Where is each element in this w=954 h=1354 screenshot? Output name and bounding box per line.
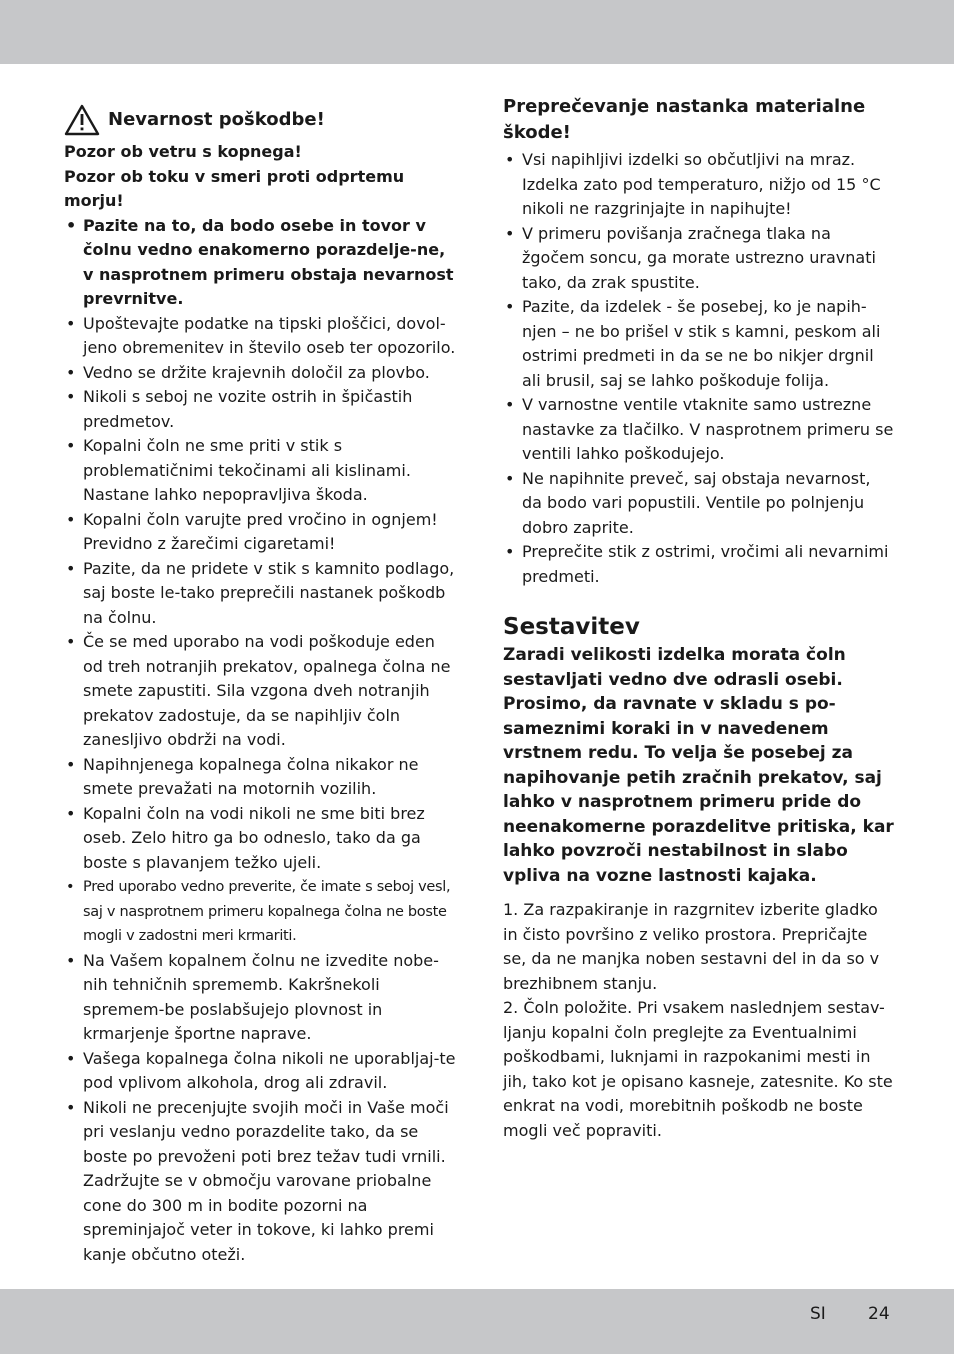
header-bar — [0, 0, 954, 64]
list-item: • V primeru povišanja zračnega tlaka na žgočem soncu, ga morate ustrezno uravnati tako, da zrak spustite. — [503, 222, 895, 296]
list-item: • Upoštevajte podatke na tipski ploščici, dovol-jeno obremenitev in število oseb ter opozorilo. — [64, 312, 456, 361]
left-column — [64, 104, 456, 1267]
subheading: Preprečevanje nastanka materialne škode! — [503, 96, 866, 143]
step: 2. Čoln položite. Pri vsakem naslednjem sestav-ljanju kopalni čoln preglejte za Eventualnimi poškodbami, luknjami in razpokanimi mesti in jih, tako kot je opisano kasneje, zatesnite. Ko ste enkrat na vodi, morebitnih poškodb ne boste mogli več popraviti. — [503, 998, 893, 1140]
right-column — [503, 94, 895, 1143]
list-item: • Če se med uporabo na vodi poškoduje eden od treh notranjih prekatov, opalnega čolna ne smete zapustiti. Sila vzgona dveh notranjih prekatov zadostuje, da se napihljiv čoln zanesljivo obdrži na vodi. — [64, 630, 456, 753]
list-item: • Kopalni čoln ne sme priti v stik s problematičnimi tekočinami ali kislinami. Nastane lahko nepopravljiva škoda. — [64, 434, 456, 508]
list-item: • Vašega kopalnega čolna nikoli ne uporabljaj-te pod vplivom alkohola, drog ali zdravil. — [64, 1047, 456, 1096]
page-number: 24 — [868, 1304, 890, 1324]
list-item: • V varnostne ventile vtaknite samo ustrezne nastavke za tlačilko. V nasprotnem primeru se ventili lahko poškodujejo. — [503, 393, 895, 467]
safety-list — [64, 214, 456, 1268]
footer-language: SI — [810, 1304, 826, 1324]
list-item: • Pazite, da izdelek - še posebej, ko je napih-njen – ne bo prišel v stik s kamni, peskom ali ostrimi predmeti in da se ne bo nikjer drgnil ali brusil, saj se lahko poškoduje folija. — [503, 295, 895, 393]
list-item: • Ne napihnite preveč, saj obstaja nevarnost, da bodo vari popustili. Ventile po polnjenju dobro zaprite. — [503, 467, 895, 541]
list-item: • Nikoli s seboj ne vozite ostrih in špičastih predmetov. — [64, 385, 456, 434]
warning-heading — [64, 104, 456, 136]
list-item: • Napihnjenega kopalnega čolna nikakor ne smete prevažati na motornih vozilih. — [64, 753, 456, 802]
list-item: • Pred uporabo vedno preverite, če imate s seboj vesl, saj v nasprotnem primeru kopalnega čolna ne boste mogli v zadostni meri krmariti. — [64, 875, 456, 949]
warning-triangle-icon — [64, 104, 100, 136]
list-item: • Nikoli ne precenjujte svojih moči in Vaše moči pri veslanju vedno porazdelite tako, da se boste po prevoženi poti brez težav tudi vrnili. Zadržujte se v območju varovane priobalne cone do 300 m in bodite pozorni na spreminjajoč veter in tokove, ki lahko premi kanje občutno oteži. — [64, 1096, 456, 1268]
section-intro: Zaradi velikosti izdelka morata čoln sestavljati vedno dve odrasli osebi. Prosimo, da ravnate v skladu s po-sameznimi koraki in v navedenem vrstnem redu. To velja še posebej za napihovanje petih zračnih prekatov, saj lahko v nasprotnem primeru pride do neenakomerne porazdelitve pritiska, kar lahko povzroči nestabilnost in slabo vpliva na vozne lastnosti kajaka. — [503, 645, 894, 886]
warning-title: Nevarnost poškodbe! — [108, 108, 325, 130]
list-item: • Pazite, da ne pridete v stik s kamnito podlago, saj boste le-tako preprečili nastanek poškodb na čolnu. — [64, 557, 456, 631]
list-item: • Kopalni čoln varujte pred vročino in ognjem! Previdno z žarečimi cigaretami! — [64, 508, 456, 557]
list-item: • Na Vašem kopalnem čolnu ne izvedite nobe-nih tehničnih sprememb. Kakršnekoli spremem-be poslabšujejo plovnost in krmarjenje športne naprave. — [64, 949, 456, 1047]
damage-prevention-list — [503, 148, 895, 589]
list-item: • Vsi napihljivi izdelki so občutljivi na mraz. Izdelka zato pod temperaturo, nižjo od 15 °C nikoli ne razgrinjajte in napihujte! — [503, 148, 895, 222]
list-item: • Vedno se držite krajevnih določil za plovbo. — [64, 361, 456, 386]
list-item: • Preprečite stik z ostrimi, vročimi ali nevarnimi predmeti. — [503, 540, 895, 589]
caution-line: Pozor ob toku v smeri proti odprtemu morju! — [64, 166, 405, 210]
list-item: • Kopalni čoln na vodi nikoli ne sme biti brez oseb. Zelo hitro ga bo odneslo, tako da ga boste s plavanjem težko ujeli. — [64, 802, 456, 876]
step: 1. Za razpakiranje in razgrnitev izberite gladko in čisto površino z veliko prostora. Prepričajte se, da ne manjka noben sestavni del in da so v brezhibnem stanju. — [503, 900, 880, 993]
list-item: • Pazite na to, da bodo osebe in tovor v čolnu vedno enakomerno porazdelje-ne, v nasprotnem primeru obstaja nevarnost prevrnitve. — [64, 214, 456, 312]
section-title: Sestavitev — [503, 614, 640, 640]
caution-line: Pozor ob vetru s kopnega! — [64, 142, 302, 161]
